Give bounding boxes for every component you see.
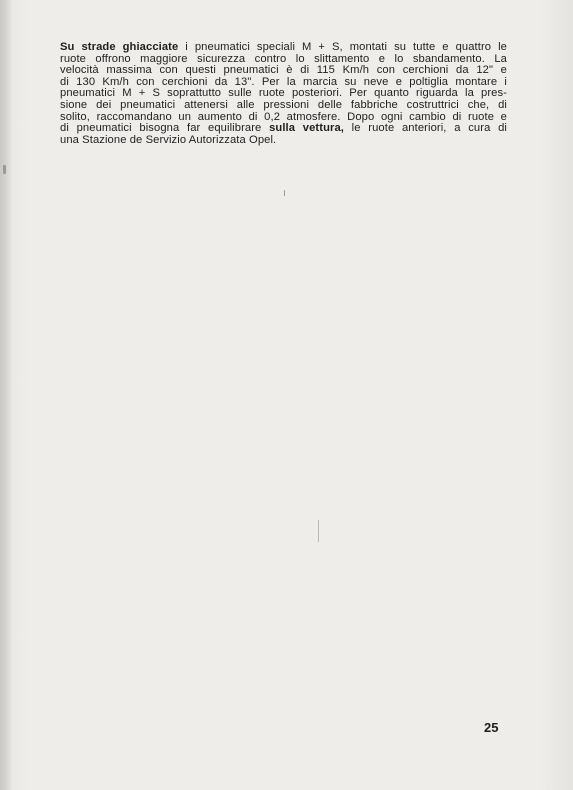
text-line-1: Su strade ghiacciate i pneumatici speciali M + S, montati su tutte e quattro le [60, 41, 507, 53]
bold-lead-phrase: Su strade ghiacciate [60, 41, 179, 53]
paper-speck [3, 165, 6, 174]
page-binding-shadow [0, 0, 12, 790]
text-line-8: di pneumatici bisogna far equilibrare sulla vettura, le ruote anteriori, a cura di [60, 122, 507, 135]
text-line-3: velocità massima con questi pneumatici è di 115 Km/h con cerchioni da 12" e [60, 64, 507, 77]
text-line-9: una Stazione de Servizio Autorizzata Opel. [60, 133, 277, 146]
page-number: 25 [484, 720, 499, 735]
text-line-6: sione dei pneumatici attenersi alle pressioni delle fabbriche costruttrici che, di [60, 98, 507, 111]
text-line-2: ruote offrono maggiore sicurezza contro lo slittamento e lo sbandamento. La [60, 52, 507, 65]
text-line-4: di 130 Km/h con cerchioni da 13". Per la marcia su neve e poltiglia montare i [60, 75, 507, 88]
bold-mid-phrase: sulla vettura, [269, 122, 344, 135]
text-line-5: pneumatici M + S soprattutto sulle ruote posteriori. Per quanto riguarda la pres- [60, 87, 507, 100]
paper-speck [318, 520, 319, 542]
text-line-7: solito, raccomandano un aumento di 0,2 atmosfere. Dopo ogni cambio di ruote e [60, 110, 507, 123]
paper-speck [284, 190, 285, 196]
body-paragraph [60, 42, 507, 146]
